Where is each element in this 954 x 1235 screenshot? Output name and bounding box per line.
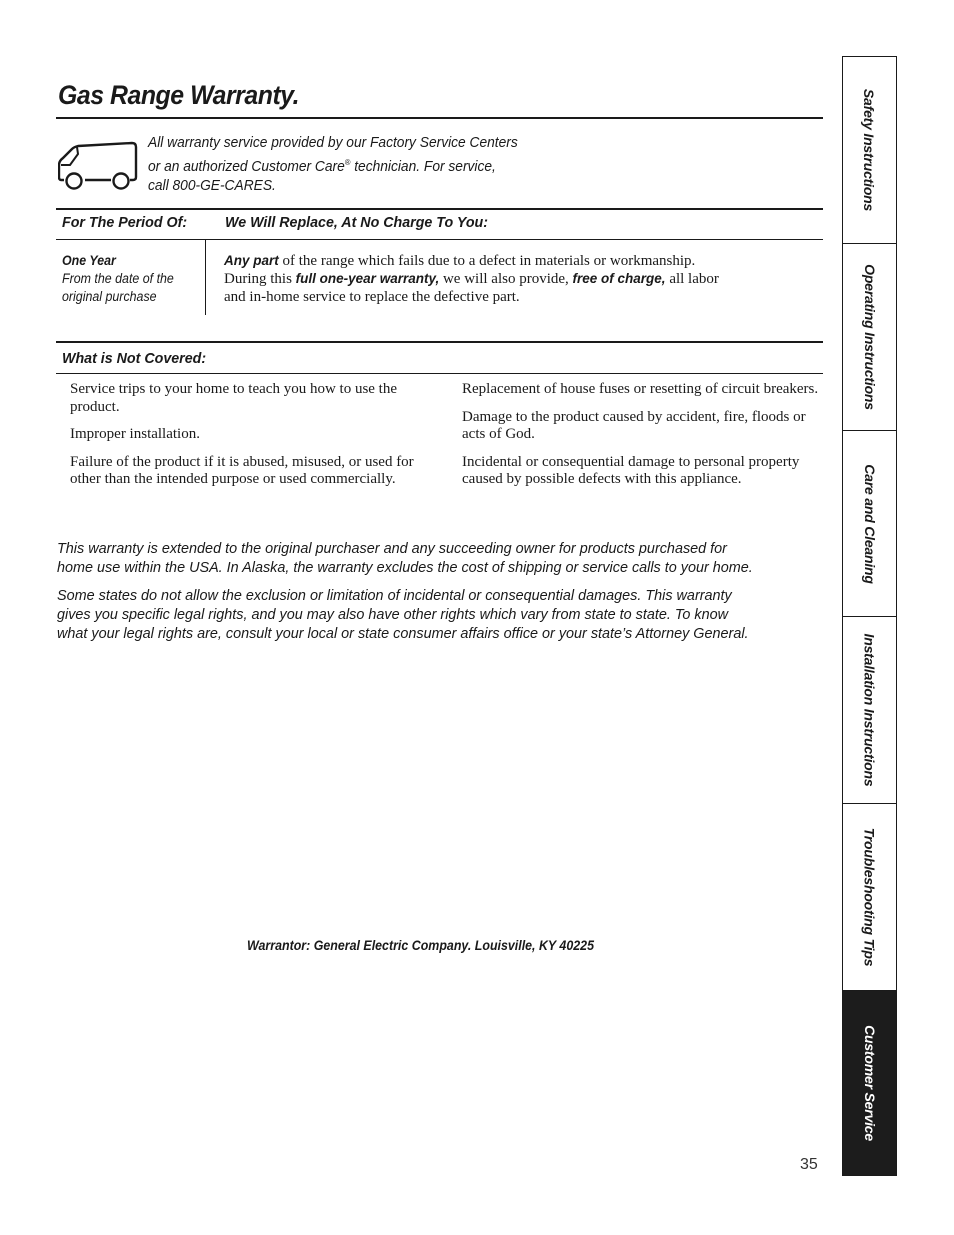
not-covered-item: Incidental or consequential damage to personal property caused by possible defects with this appliance. (462, 453, 800, 487)
extension-line-1: This warranty is extended to the original purchaser and any succeeding owner for products purchased for (57, 540, 727, 557)
coverage-description (224, 252, 744, 306)
warranty-period (62, 252, 174, 306)
legal-line-1: Some states do not allow the exclusion or limitation of incidental or consequential damages. This warranty (57, 587, 732, 604)
not-covered-header-rule (56, 373, 823, 374)
tab-troubleshooting-tips[interactable] (843, 804, 896, 991)
intro-line-2a: or an authorized Customer Care (148, 158, 345, 175)
legal-line-2: gives you specific legal rights, and you may also have other rights which vary from state to state. To know (57, 606, 728, 623)
intro-line-3: call 800-GE-CARES. (148, 177, 276, 194)
desc-line-2 (224, 270, 744, 288)
tab-label: Care and Cleaning (861, 463, 878, 584)
period-header: For The Period Of: (62, 214, 188, 231)
not-covered-left-list (70, 381, 415, 499)
desc-emphasis-warranty: full one-year warranty, (295, 271, 440, 286)
not-covered-item: Damage to the product caused by accident, fire, floods or acts of God. (462, 408, 806, 442)
desc-text-3: we will also provide, (439, 271, 573, 287)
not-covered-top-rule (56, 341, 823, 343)
not-covered-item: Replacement of house fuses or resetting of circuit breakers. (462, 381, 819, 397)
tab-label: Safety Instructions (861, 88, 878, 212)
intro-line-1: All warranty service provided by our Factory Service Centers (148, 135, 518, 151)
intro-line-2b: technician. For service, (350, 158, 496, 175)
coverage-header-rule (56, 239, 823, 240)
period-line-2: original purchase (62, 289, 157, 304)
service-van-icon (58, 140, 138, 192)
tab-installation-instructions[interactable] (843, 617, 896, 804)
coverage-top-rule (56, 208, 823, 210)
desc-emphasis-any-part: Any part (224, 253, 279, 268)
tab-label: Customer Service (861, 1025, 878, 1141)
page-title: Gas Range Warranty. (58, 80, 300, 110)
period-title-text: One Year (62, 253, 116, 268)
tab-care-and-cleaning[interactable] (843, 431, 896, 617)
desc-text-2: During this (224, 271, 296, 287)
tab-label: Installation Instructions (861, 633, 878, 787)
tab-operating-instructions[interactable] (843, 244, 896, 431)
registered-mark: ® (344, 158, 351, 167)
not-covered-item: Service trips to your home to teach you how to use the product. (70, 381, 398, 415)
not-covered-header: What is Not Covered: (62, 350, 207, 367)
desc-emphasis-free: free of charge, (572, 271, 666, 286)
intro-line-2 (148, 153, 518, 177)
tab-label: Operating Instructions (861, 264, 878, 410)
desc-text-1: of the range which fails due to a defect in materials or workmanship. (278, 253, 696, 269)
legal-line-3: what your legal rights are, consult your local or state consumer affairs office or your state’s Attorney General. (57, 625, 749, 642)
period-line-1: From the date of the (62, 271, 174, 286)
page-number: 35 (800, 1156, 818, 1173)
warrantor-line: Warrantor: General Electric Company. Louisville, KY 40225 (247, 938, 594, 953)
not-covered-item: Failure of the product if it is abused, misused, or used for other than the intended purpose or used commercially. (70, 453, 414, 487)
service-intro (148, 134, 518, 196)
not-covered-item: Improper installation. (70, 426, 200, 442)
desc-text-4: all labor (665, 271, 719, 287)
not-covered-right-list (462, 381, 822, 499)
desc-line-3: and in-home service to replace the defective part. (224, 289, 520, 305)
title-rule (56, 117, 823, 119)
tab-customer-service[interactable] (843, 991, 896, 1175)
legal-rights-paragraph (57, 586, 796, 643)
replace-header: We Will Replace, At No Charge To You: (225, 214, 489, 231)
coverage-divider (205, 240, 206, 315)
section-tabs (842, 56, 897, 1176)
period-title (62, 252, 174, 270)
extension-paragraph (57, 539, 796, 577)
extension-line-2: home use within the USA. In Alaska, the warranty excludes the cost of shipping or service calls to your home. (57, 559, 753, 576)
tab-label: Troubleshooting Tips (861, 827, 878, 967)
tab-safety-instructions[interactable] (843, 57, 896, 244)
desc-line-1 (224, 252, 744, 270)
